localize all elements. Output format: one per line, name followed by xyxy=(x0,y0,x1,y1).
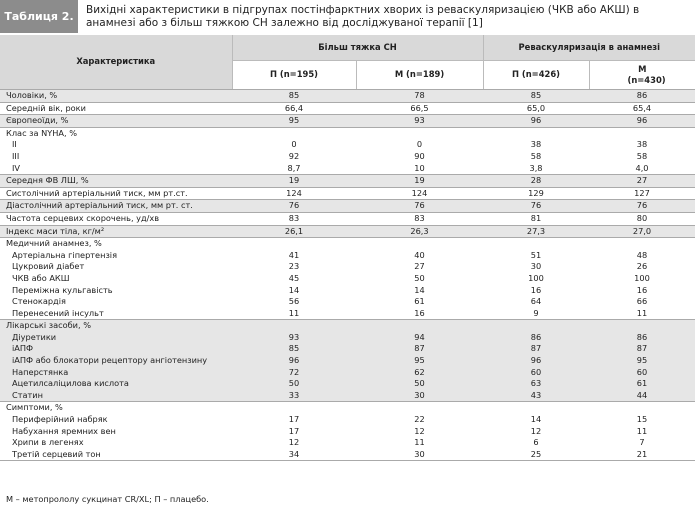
value-cell xyxy=(356,200,483,213)
value-cell xyxy=(589,402,695,461)
header-characteristic: Характеристика xyxy=(0,35,232,90)
cell-value: 96 xyxy=(288,355,300,366)
cell-value: 94 xyxy=(414,331,425,342)
subheader-metoprolol-2: М (n=430) xyxy=(589,61,695,90)
cell-value: 11 xyxy=(636,425,648,436)
subheader-placebo-2: П (n=426) xyxy=(483,61,589,90)
value-spacer xyxy=(232,320,356,332)
cell-value: 129 xyxy=(528,187,544,198)
table-row xyxy=(0,187,695,200)
cell-value: 87 xyxy=(636,343,648,354)
value-cell xyxy=(483,175,589,188)
value-cell xyxy=(232,127,356,174)
cell-value: 30 xyxy=(530,261,542,272)
row-sub-label: Стенокардія xyxy=(12,296,66,307)
row-sub-label: іАПФ xyxy=(12,343,34,354)
cell-value: 27 xyxy=(636,175,648,186)
row-sub-label: IV xyxy=(12,162,21,173)
cell-value: 100 xyxy=(528,272,544,283)
header-group-severe-hf: Більш тяжка СН xyxy=(232,35,483,61)
cell-value: 93 xyxy=(414,115,425,126)
cell-value: 50 xyxy=(414,378,425,389)
subheader-metoprolol-1: М (n=189) xyxy=(356,61,483,90)
cell-value: 66 xyxy=(636,296,648,307)
row-label-cell xyxy=(0,175,232,188)
row-label-cell xyxy=(0,115,232,128)
cell-value: 22 xyxy=(414,414,425,425)
cell-value: 65,0 xyxy=(526,102,546,113)
row-label: Частота серцевих скорочень, уд/хв xyxy=(6,212,160,223)
cell-value: 127 xyxy=(634,187,650,198)
cell-value: 66,5 xyxy=(410,102,429,113)
value-cell xyxy=(232,225,356,238)
row-label: Середній вік, роки xyxy=(6,102,86,113)
cell-value: 92 xyxy=(288,150,300,161)
value-cell xyxy=(232,402,356,461)
row-sub-label: Діуретики xyxy=(12,331,57,342)
table-row xyxy=(0,127,695,174)
value-cell xyxy=(232,200,356,213)
table-row xyxy=(0,238,695,320)
cell-value: 72 xyxy=(288,366,300,377)
cell-value: 95 xyxy=(414,355,425,366)
value-cell xyxy=(356,187,483,200)
cell-value: 60 xyxy=(636,366,648,377)
header-row xyxy=(0,35,695,61)
value-cell xyxy=(589,238,695,320)
value-cell xyxy=(589,102,695,115)
value-cell xyxy=(589,212,695,225)
cell-value: 6 xyxy=(533,437,539,448)
cell-value: 76 xyxy=(636,200,648,211)
row-sub-label: іАПФ або блокатори рецептору ангіотензину xyxy=(12,355,208,366)
value-cell xyxy=(483,238,589,320)
value-spacer xyxy=(483,238,589,250)
value-cell xyxy=(232,115,356,128)
cell-value: 58 xyxy=(636,150,648,161)
value-cell xyxy=(356,102,483,115)
cell-value: 96 xyxy=(636,115,648,126)
cell-value: 8,7 xyxy=(287,162,301,173)
cell-value: 9 xyxy=(533,307,539,318)
value-spacer xyxy=(589,320,695,332)
value-cell xyxy=(589,115,695,128)
row-label-cell xyxy=(0,90,232,103)
value-spacer xyxy=(589,402,695,414)
row-label-cell xyxy=(0,320,232,402)
value-cell xyxy=(483,402,589,461)
value-cell xyxy=(356,402,483,461)
cell-value: 96 xyxy=(530,355,542,366)
cell-value: 11 xyxy=(636,307,648,318)
row-label: Діастолічний артеріальний тиск, мм рт. ст. xyxy=(6,200,193,211)
cell-value: 26,1 xyxy=(284,225,304,236)
cell-value: 61 xyxy=(414,296,425,307)
cell-value: 38 xyxy=(636,139,648,150)
cell-value: 16 xyxy=(636,284,648,295)
row-sub-label: Цукровий діабет xyxy=(12,261,85,272)
cell-value: 12 xyxy=(530,425,542,436)
row-label-cell xyxy=(0,238,232,320)
value-cell xyxy=(356,225,483,238)
row-label-cell xyxy=(0,212,232,225)
cell-value: 26 xyxy=(636,261,648,272)
value-cell xyxy=(483,212,589,225)
cell-value: 41 xyxy=(288,249,300,260)
cell-value: 30 xyxy=(414,389,425,400)
value-cell xyxy=(589,225,695,238)
value-cell xyxy=(589,200,695,213)
cell-value: 15 xyxy=(636,414,648,425)
value-cell xyxy=(356,127,483,174)
cell-value: 27 xyxy=(414,261,425,272)
cell-value: 26,3 xyxy=(410,225,429,236)
value-spacer xyxy=(589,238,695,250)
subheader-placebo-1: П (n=195) xyxy=(232,61,356,90)
value-cell xyxy=(483,127,589,174)
cell-value: 27,3 xyxy=(526,225,546,236)
cell-value: 25 xyxy=(530,448,542,459)
value-cell xyxy=(356,90,483,103)
cell-value: 76 xyxy=(530,200,542,211)
cell-value: 0 xyxy=(291,139,297,150)
row-label: Клас за NYHA, % xyxy=(6,127,78,138)
row-sub-label: Наперстянка xyxy=(12,366,69,377)
cell-value: 87 xyxy=(530,343,542,354)
cell-value: 17 xyxy=(288,414,300,425)
cell-value: 86 xyxy=(530,331,542,342)
value-cell xyxy=(232,102,356,115)
row-label: Чоловіки, % xyxy=(6,90,58,100)
cell-value: 58 xyxy=(530,150,542,161)
cell-value: 62 xyxy=(414,366,425,377)
header-group-revascularization: Реваскуляризація в анамнезі xyxy=(483,35,695,61)
cell-value: 50 xyxy=(414,272,425,283)
row-sub-label: Перенесений інсульт xyxy=(12,307,104,318)
cell-value: 17 xyxy=(288,425,300,436)
value-cell xyxy=(232,187,356,200)
table-row xyxy=(0,115,695,128)
cell-value: 27,0 xyxy=(632,225,652,236)
cell-value: 48 xyxy=(636,249,648,260)
value-cell xyxy=(483,320,589,402)
cell-value: 3,8 xyxy=(529,162,543,173)
value-spacer xyxy=(483,128,589,140)
value-cell xyxy=(232,212,356,225)
value-spacer xyxy=(483,402,589,414)
cell-value: 51 xyxy=(530,249,542,260)
value-cell xyxy=(589,90,695,103)
cell-value: 96 xyxy=(530,115,542,126)
cell-value: 78 xyxy=(414,90,425,100)
cell-value: 14 xyxy=(530,414,542,425)
value-spacer xyxy=(356,320,483,332)
row-label: Медичний анамнез, % xyxy=(6,238,102,249)
table-number-badge: Таблиця 2. xyxy=(0,0,78,33)
value-spacer xyxy=(232,128,356,140)
cell-value: 4,0 xyxy=(635,162,649,173)
row-sub-label: Третій серцевий тон xyxy=(12,448,101,459)
row-label-cell xyxy=(0,225,232,238)
cell-value: 81 xyxy=(530,212,542,223)
table-row xyxy=(0,200,695,213)
row-label: Європеоїди, % xyxy=(6,115,69,126)
table-row xyxy=(0,225,695,238)
table-row xyxy=(0,102,695,115)
cell-value: 16 xyxy=(414,307,425,318)
cell-value: 63 xyxy=(530,378,542,389)
cell-value: 16 xyxy=(530,284,542,295)
row-label: Середня ФВ ЛШ, % xyxy=(6,175,89,186)
cell-value: 33 xyxy=(288,389,300,400)
cell-value: 56 xyxy=(288,296,300,307)
cell-value: 100 xyxy=(634,272,650,283)
cell-value: 60 xyxy=(530,366,542,377)
table-body xyxy=(0,90,695,461)
cell-value: 30 xyxy=(414,448,425,459)
cell-value: 43 xyxy=(530,389,542,400)
cell-value: 85 xyxy=(288,90,300,100)
cell-value: 76 xyxy=(414,200,425,211)
value-cell xyxy=(356,212,483,225)
cell-value: 86 xyxy=(636,331,648,342)
cell-value: 10 xyxy=(414,162,425,173)
table-row xyxy=(0,402,695,461)
row-sub-label: ЧКВ або АКШ xyxy=(12,272,70,283)
value-cell xyxy=(589,127,695,174)
value-spacer xyxy=(232,402,356,414)
row-sub-label: Статин xyxy=(12,389,43,400)
cell-value: 83 xyxy=(288,212,300,223)
cell-value: 95 xyxy=(288,115,300,126)
value-cell xyxy=(483,102,589,115)
cell-value: 124 xyxy=(411,187,428,198)
row-label: Індекс маси тіла, кг/м² xyxy=(6,225,105,236)
value-cell xyxy=(232,320,356,402)
value-spacer xyxy=(356,402,483,414)
cell-value: 90 xyxy=(414,150,425,161)
cell-value: 50 xyxy=(288,378,300,389)
row-label: Симптоми, % xyxy=(6,402,63,413)
value-cell xyxy=(232,238,356,320)
cell-value: 45 xyxy=(288,272,300,283)
cell-value: 85 xyxy=(530,90,542,100)
cell-value: 40 xyxy=(414,249,425,260)
cell-value: 65,4 xyxy=(632,102,652,113)
value-cell xyxy=(589,187,695,200)
row-label-cell xyxy=(0,102,232,115)
cell-value: 7 xyxy=(639,437,645,448)
cell-value: 34 xyxy=(288,448,300,459)
cell-value: 76 xyxy=(288,200,300,211)
value-cell xyxy=(356,175,483,188)
value-spacer xyxy=(483,320,589,332)
value-cell xyxy=(232,90,356,103)
cell-value: 12 xyxy=(288,437,300,448)
value-spacer xyxy=(232,238,356,250)
value-spacer xyxy=(589,128,695,140)
cell-value: 12 xyxy=(414,425,425,436)
cell-value: 80 xyxy=(636,212,648,223)
cell-value: 14 xyxy=(288,284,300,295)
table-row xyxy=(0,90,695,103)
cell-value: 66,4 xyxy=(284,102,304,113)
value-cell xyxy=(589,175,695,188)
table-row xyxy=(0,320,695,402)
row-sub-label: Периферійний набряк xyxy=(12,414,108,425)
value-cell xyxy=(483,90,589,103)
row-sub-label: Ацетилсаліцилова кислота xyxy=(12,378,129,389)
row-sub-label: II xyxy=(12,139,17,150)
value-cell xyxy=(483,115,589,128)
cell-value: 23 xyxy=(288,261,300,272)
cell-value: 28 xyxy=(530,175,542,186)
table-caption xyxy=(0,0,695,34)
cell-value: 86 xyxy=(636,90,648,100)
table-footnote: М – метопрололу сукцинат CR/XL; П – плацебо. xyxy=(6,494,209,504)
cell-value: 21 xyxy=(636,448,648,459)
row-sub-label: Хрипи в легенях xyxy=(12,437,84,448)
value-spacer xyxy=(356,128,483,140)
row-sub-label: Артеріальна гіпертензія xyxy=(12,249,118,260)
row-sub-label: III xyxy=(12,150,20,161)
cell-value: 124 xyxy=(286,187,302,198)
cell-value: 19 xyxy=(414,175,425,186)
cell-value: 38 xyxy=(530,139,542,150)
cell-value: 44 xyxy=(636,389,648,400)
row-sub-label: Переміжна кульгавість xyxy=(12,284,113,295)
cell-value: 19 xyxy=(288,175,300,186)
row-label-cell xyxy=(0,187,232,200)
row-label-cell xyxy=(0,200,232,213)
characteristics-table xyxy=(0,35,695,461)
row-sub-label: Набухання яремних вен xyxy=(12,425,116,436)
cell-value: 14 xyxy=(414,284,425,295)
cell-value: 83 xyxy=(414,212,425,223)
value-spacer xyxy=(356,238,483,250)
value-cell xyxy=(483,225,589,238)
value-cell xyxy=(356,115,483,128)
value-cell xyxy=(589,320,695,402)
row-label: Систолічний артеріальний тиск, мм рт.ст. xyxy=(6,187,188,198)
value-cell xyxy=(483,200,589,213)
value-cell xyxy=(356,320,483,402)
cell-value: 85 xyxy=(288,343,300,354)
row-label: Лікарські засоби, % xyxy=(6,320,91,331)
table-title: Вихідні характеристики в підгрупах постінфарктних хворих із реваскуляризацією (ЧКВ або АКШ) в анамнезі або з більш тяжкою СН залежно від досліджуваної терапії [1] xyxy=(86,4,640,29)
cell-value: 95 xyxy=(636,355,648,366)
value-cell xyxy=(483,187,589,200)
cell-value: 11 xyxy=(288,307,300,318)
cell-value: 64 xyxy=(530,296,542,307)
cell-value: 93 xyxy=(288,331,300,342)
table-row xyxy=(0,212,695,225)
value-cell xyxy=(232,175,356,188)
cell-value: 11 xyxy=(414,437,425,448)
cell-value: 87 xyxy=(414,343,425,354)
value-cell xyxy=(356,238,483,320)
cell-value: 0 xyxy=(416,139,423,150)
table-row xyxy=(0,175,695,188)
row-label-cell xyxy=(0,127,232,174)
row-label-cell xyxy=(0,402,232,461)
cell-value: 61 xyxy=(636,378,648,389)
